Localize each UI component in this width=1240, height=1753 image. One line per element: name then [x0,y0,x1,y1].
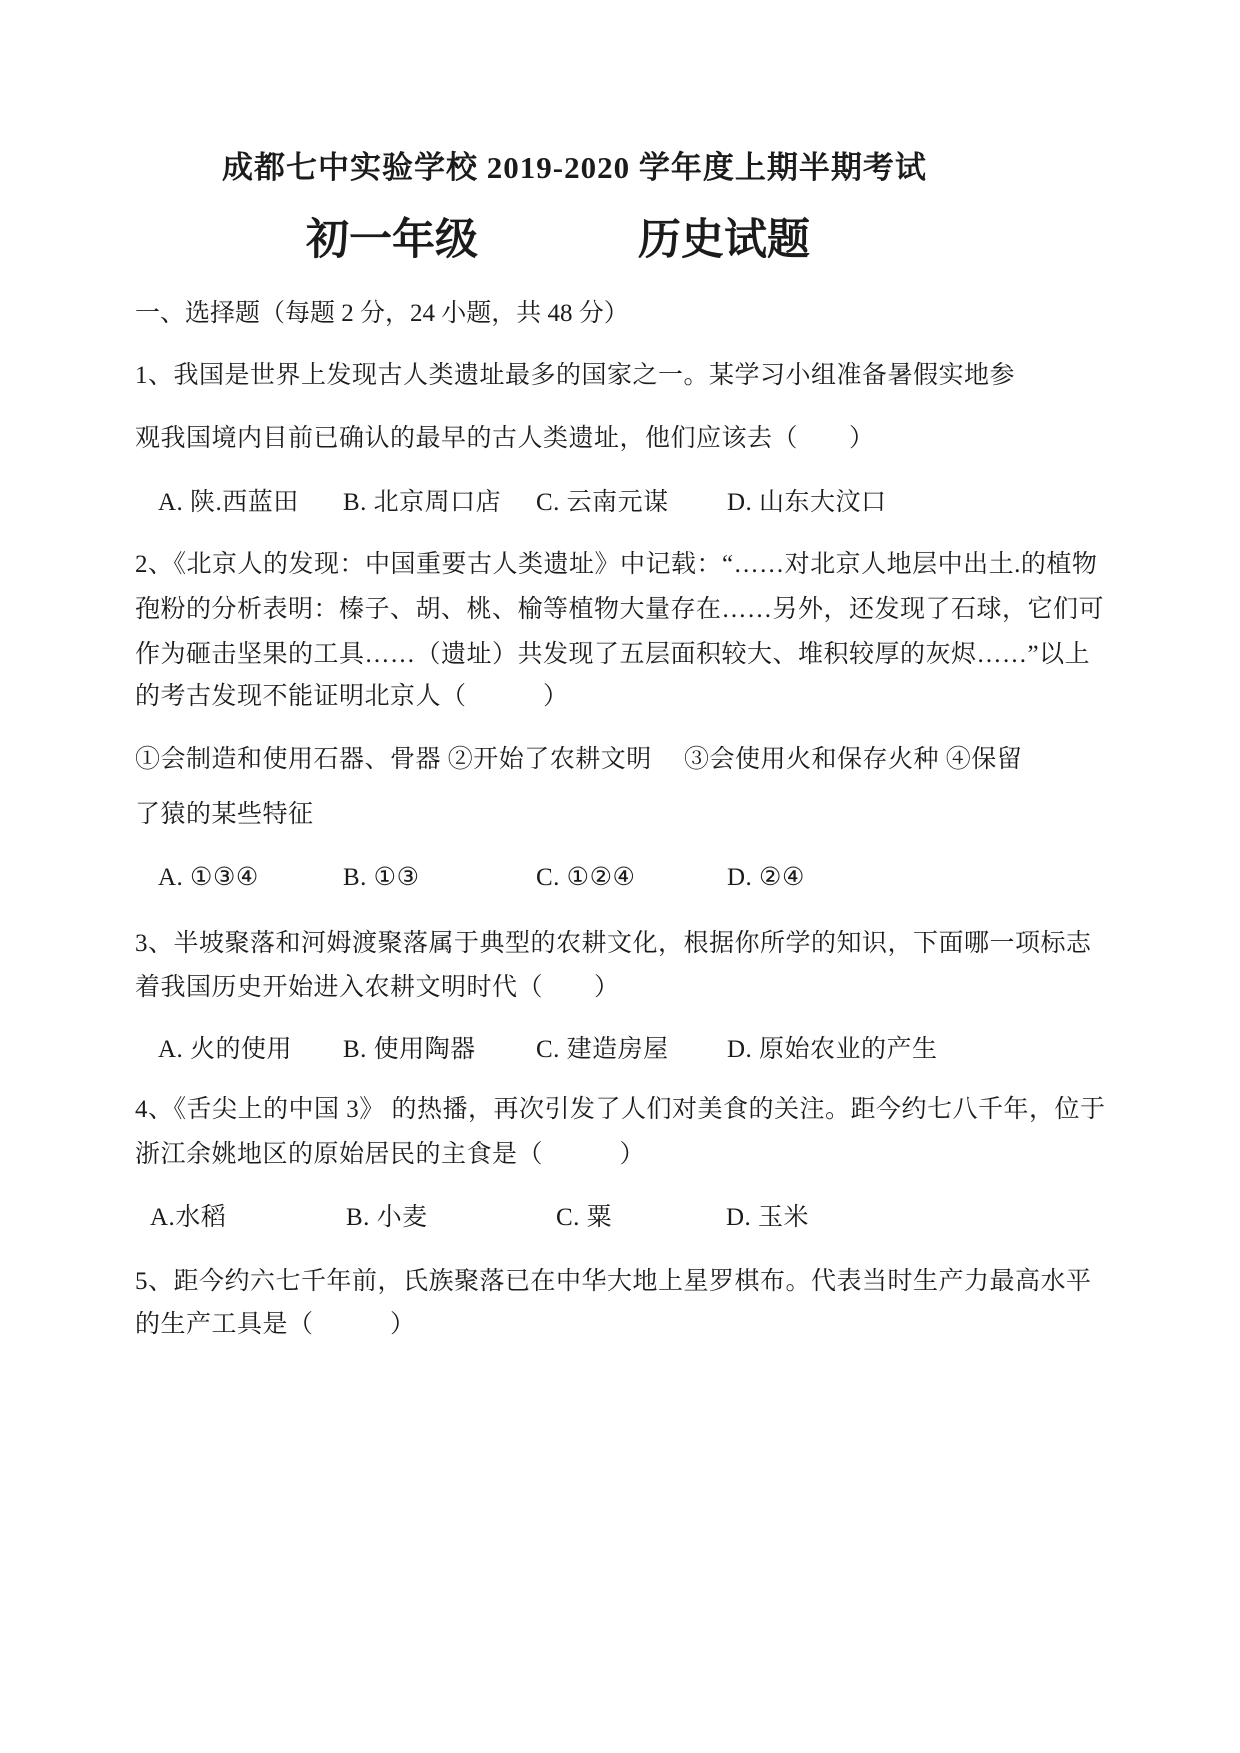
question-1-option-c: C. 云南元谋 [536,489,669,516]
question-2-line-1: 2、《北京人的发现：中国重要古人类遗址》中记载：“……对北京人地层中出土.的植物 [135,551,1098,578]
exam-title: 成都七中实验学校 2019-2020 学年度上期半期考试 [222,150,927,185]
question-2-options [158,862,805,892]
question-3-line-1: 3、半坡聚落和河姆渡聚落属于典型的农耕文化，根据你所学的知识，下面哪一项标志 [135,930,1092,957]
question-4-option-a: A.水稻 [150,1204,227,1231]
question-2-line-4: 的考古发现不能证明北京人（ ） [135,683,569,710]
question-2-items: ①会制造和使用石器、骨器 ②开始了农耕文明 ③会使用火和保存火种 ④保留 [135,746,1023,773]
question-1-options [158,482,887,518]
question-1-option-a: A. 陕.西蓝田 [158,489,299,516]
question-1-line-2: 观我国境内目前已确认的最早的古人类遗址，他们应该去（ ） [135,425,875,452]
question-3-line-2: 着我国历史开始进入农耕文明时代（ ） [135,974,620,1001]
question-4-option-d: D. 玉米 [726,1204,810,1231]
question-5-line-2: 的生产工具是（ ） [135,1311,416,1338]
question-3-option-d: D. 原始农业的产生 [727,1036,938,1063]
question-4-option-b: B. 小麦 [346,1204,428,1231]
question-2-option-d: D. ②④ [727,864,805,891]
question-4-line-2: 浙江余姚地区的原始居民的主食是（ ） [135,1141,646,1168]
question-2-option-c: C. ①②④ [536,864,636,891]
question-3-option-b: B. 使用陶器 [343,1036,476,1063]
question-4-options [150,1197,809,1233]
section-heading: 一、选择题（每题 2 分，24 小题，共 48 分） [135,300,629,327]
question-3-options [158,1029,938,1065]
question-2-option-a: A. ①③④ [158,864,259,891]
question-4-option-c: C. 粟 [556,1204,613,1231]
question-3-option-c: C. 建造房屋 [536,1036,669,1063]
question-4-line-1: 4、《舌尖上的中国 3》 的热播，再次引发了人们对美食的关注。距今约七八千年，位于 [135,1096,1106,1123]
question-2-option-b: B. ①③ [343,864,420,891]
question-3-option-a: A. 火的使用 [158,1036,293,1063]
question-2-items-continued: 了猿的某些特征 [135,801,314,828]
subject-title: 历史试题 [638,217,810,264]
question-1-line-1: 1、我国是世界上发现古人类遗址最多的国家之一。某学习小组准备暑假实地参 [135,362,1016,389]
question-1-option-d: D. 山东大汶口 [727,489,887,516]
question-2-line-2: 孢粉的分析表明：榛子、胡、桃、榆等植物大量存在……另外，还发现了石球，它们可 [135,596,1105,623]
grade-title: 初一年级 [306,217,478,264]
question-5-line-1: 5、距今约六七千年前，氏族聚落已在中华大地上星罗棋布。代表当时生产力最高水平 [135,1268,1092,1295]
question-1-option-b: B. 北京周口店 [343,489,502,516]
question-2-line-3: 作为砸击坚果的工具……（遗址）共发现了五层面积较大、堆积较厚的灰烬……”以上 [135,641,1091,668]
